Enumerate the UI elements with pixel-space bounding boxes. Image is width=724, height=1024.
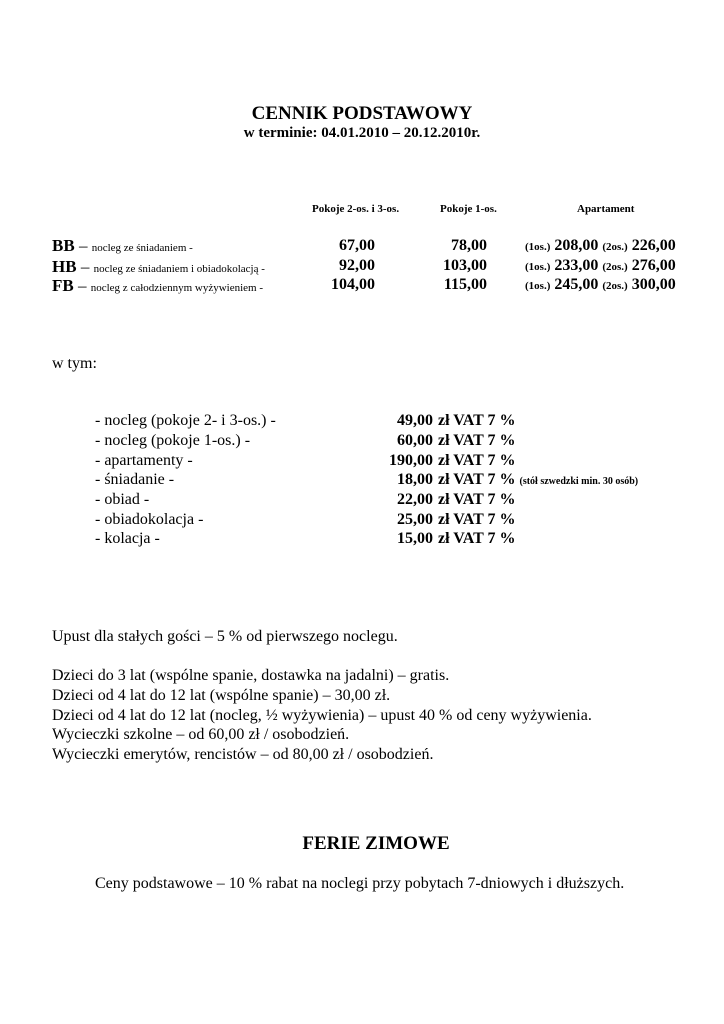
apartment-1os-price: 233,00 <box>554 257 599 274</box>
breakdown-item-price: 49,00 <box>397 412 433 429</box>
plan-description: nocleg z całodziennym wyżywieniem - <box>90 282 264 294</box>
breakdown-item-note: (stół szwedzki min. 30 osób) <box>519 476 639 487</box>
breakdown-item-label: - obiad - <box>95 491 150 508</box>
loyalty-discount: Upust dla stałych gości – 5 % od pierwszego noclegu. <box>52 628 398 645</box>
breakdown-item-vat: zł VAT 7 % <box>438 432 516 449</box>
breakdown-item-price: 60,00 <box>397 432 433 449</box>
price-double-rooms: 104,00 <box>331 276 375 293</box>
plan-dash: – <box>76 257 94 276</box>
breakdown-item-vat: zł VAT 7 % <box>438 511 516 528</box>
apartment-1os-price: 245,00 <box>554 276 599 293</box>
apartment-1os-label: (1os.) <box>525 261 551 273</box>
page-title: CENNIK PODSTAWOWY <box>251 103 473 124</box>
condition-line: Dzieci od 4 lat do 12 lat (wspólne spanie) – 30,00 zł. <box>52 687 391 704</box>
plan-row-fb <box>52 276 263 296</box>
column-header-single-rooms: Pokoje 1-os. <box>440 203 497 215</box>
price-single-room: 103,00 <box>443 257 487 274</box>
price-single-room: 78,00 <box>451 237 487 254</box>
price-double-rooms: 92,00 <box>339 257 375 274</box>
condition-line: Dzieci do 3 lat (wspólne spanie, dostawka na jadalni) – gratis. <box>52 667 450 684</box>
apartment-2os-price: 226,00 <box>631 237 676 254</box>
column-header-double-rooms: Pokoje 2-os. i 3-os. <box>312 203 400 215</box>
apartment-2os-label: (2os.) <box>602 261 628 273</box>
breakdown-heading: w tym: <box>52 355 97 372</box>
column-header-apartment: Apartament <box>577 203 635 215</box>
breakdown-item-vat: zł VAT 7 % <box>438 412 516 429</box>
apartment-2os-label: (2os.) <box>602 241 628 253</box>
breakdown-item-vat: zł VAT 7 % <box>438 491 516 508</box>
breakdown-item-vat: zł VAT 7 % <box>438 530 516 547</box>
plan-dash: – <box>73 276 91 295</box>
condition-line: Wycieczki emerytów, rencistów – od 80,00 zł / osobodzień. <box>52 746 434 763</box>
plan-description: nocleg ze śniadaniem i obiadokolacją - <box>93 263 265 275</box>
breakdown-item-label: - nocleg (pokoje 2- i 3-os.) - <box>95 412 276 429</box>
breakdown-item-price: 25,00 <box>397 511 433 528</box>
page-subtitle: w terminie: 04.01.2010 – 20.12.2010r. <box>243 125 481 141</box>
plan-row-bb <box>52 236 193 256</box>
breakdown-item-label: - obiadokolacja - <box>95 511 204 528</box>
breakdown-item-price: 190,00 <box>389 452 433 469</box>
plan-row-hb <box>52 257 265 277</box>
plan-code: FB <box>52 276 74 295</box>
plan-code: HB <box>52 257 77 276</box>
condition-line: Dzieci od 4 lat do 12 lat (nocleg, ½ wyżywienia) – upust 40 % od ceny wyżywienia. <box>52 707 592 724</box>
breakdown-item-vat-text: zł VAT 7 % <box>438 471 516 488</box>
apartment-1os-label: (1os.) <box>525 280 551 292</box>
winter-holidays-text: Ceny podstawowe – 10 % rabat na noclegi przy pobytach 7-dniowych i dłuższych. <box>95 875 625 892</box>
breakdown-item-price: 15,00 <box>397 530 433 547</box>
breakdown-item-vat <box>438 471 638 489</box>
plan-dash: – <box>74 236 92 255</box>
price-apartment <box>525 257 676 275</box>
apartment-2os-price: 276,00 <box>631 257 676 274</box>
breakdown-item-label: - kolacja - <box>95 530 160 547</box>
apartment-2os-label: (2os.) <box>602 280 628 292</box>
price-single-room: 115,00 <box>443 276 487 293</box>
price-double-rooms: 67,00 <box>339 237 375 254</box>
breakdown-item-price: 18,00 <box>397 471 433 488</box>
price-apartment <box>525 237 676 255</box>
apartment-1os-price: 208,00 <box>554 237 599 254</box>
breakdown-item-label: - śniadanie - <box>95 471 175 488</box>
winter-holidays-heading: FERIE ZIMOWE <box>302 833 450 854</box>
plan-description: nocleg ze śniadaniem - <box>91 242 193 254</box>
breakdown-item-label: - apartamenty - <box>95 452 193 469</box>
breakdown-item-label: - nocleg (pokoje 1-os.) - <box>95 432 251 449</box>
apartment-1os-label: (1os.) <box>525 241 551 253</box>
apartment-2os-price: 300,00 <box>631 276 676 293</box>
breakdown-item-price: 22,00 <box>397 491 433 508</box>
plan-code: BB <box>52 236 75 255</box>
condition-line: Wycieczki szkolne – od 60,00 zł / osobodzień. <box>52 726 350 743</box>
price-apartment <box>525 276 676 294</box>
breakdown-item-vat: zł VAT 7 % <box>438 452 516 469</box>
